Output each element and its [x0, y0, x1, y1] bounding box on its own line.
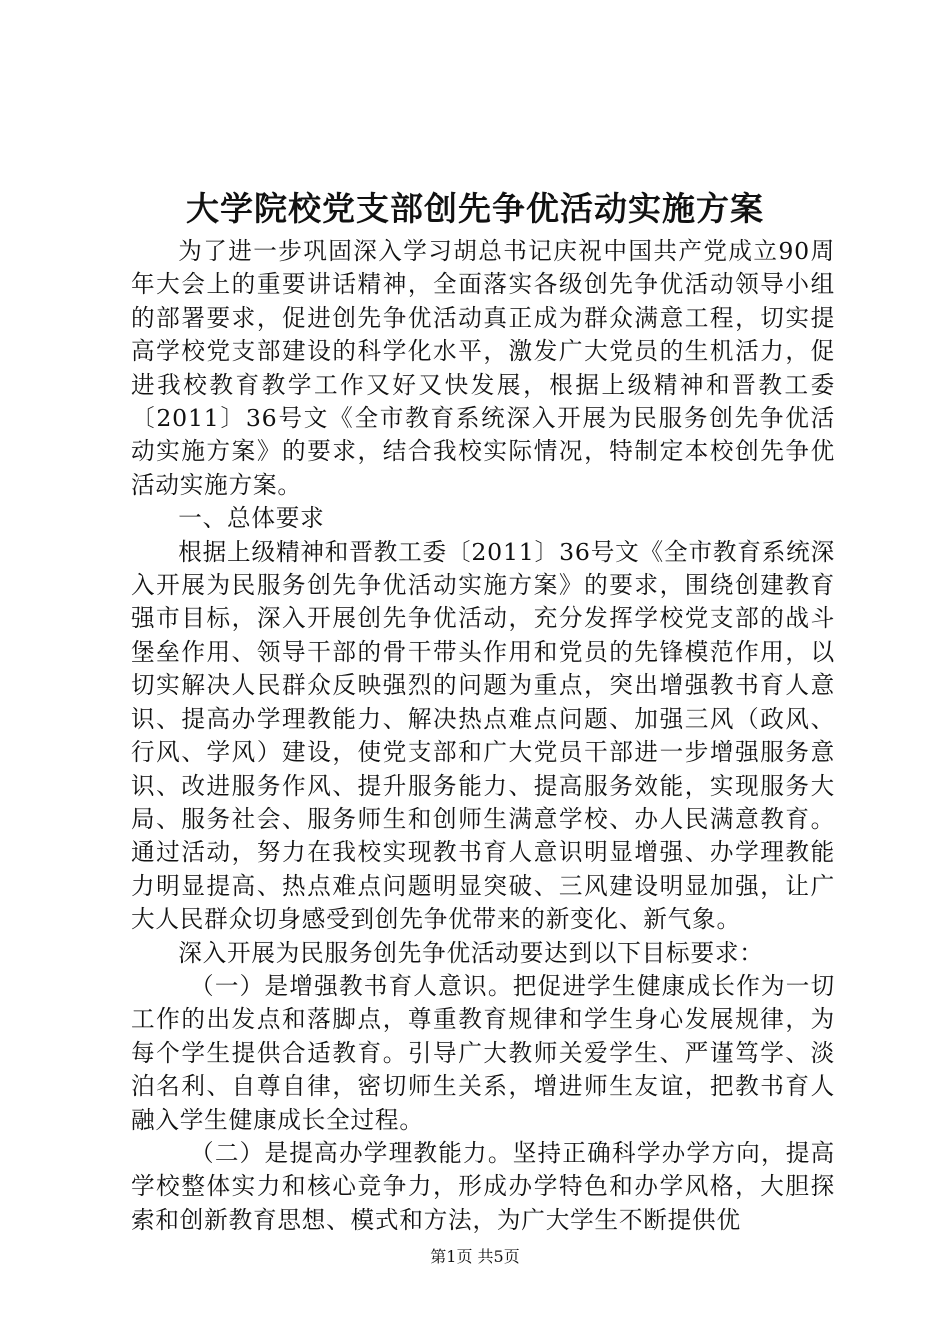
paragraph-goal-2: （二）是提高办学理教能力。坚持正确科学办学方向，提高学校整体实力和核心竞争力，形成办学特色和办学风格，大胆探索和创新教育思想、模式和方法，为广大学生不断提供优 — [131, 1138, 835, 1234]
paragraph-general-requirements: 根据上级精神和晋教工委〔2011〕36号文《全市教育系统深入开展为民服务创先争优活动实施方案》的要求，围绕创建教育强市目标，深入开展创先争优活动，充分发挥学校党支部的战斗堡垒作用、领导干部的骨干带头作用和党员的先锋模范作用，以切实解决人民群众反映强烈的问题为重点，突出增强教书育人意识、提高办学理教能力、解决热点难点问题、加强三风（政风、行风、学风）建设，使党支部和广大党员干部进一步增强服务意识、改进服务作风、提升服务能力、提高服务效能，实现服务大局、服务社会、服务师生和创师生满意学校、办人民满意教育。通过活动，努力在我校实现教书育人意识明显增强、办学理教能力明显提高、热点难点问题明显突破、三风建设明显加强，让广大人民群众切身感受到创先争优带来的新变化、新气象。 — [131, 537, 835, 934]
document-body — [131, 235, 835, 1237]
paragraph-intro: 为了进一步巩固深入学习胡总书记庆祝中国共产党成立90周年大会上的重要讲话精神，全面落实各级创先争优活动领导小组的部署要求，促进创先争优活动真正成为群众满意工程，切实提高学校党支部建设的科学化水平，激发广大党员的生机活力，促进我校教育教学工作又好又快发展，根据上级精神和晋教工委〔2011〕36号文《全市教育系统深入开展为民服务创先争优活动实施方案》的要求，结合我校实际情况，特制定本校创先争优活动实施方案。 — [131, 237, 835, 499]
document-title: 大学院校党支部创先争优活动实施方案 — [186, 189, 764, 228]
section-heading-general-requirements: 一、总体要求 — [178, 504, 325, 533]
paragraph-goal-1: （一）是增强教书育人意识。把促进学生健康成长作为一切工作的出发点和落脚点，尊重教育规律和学生身心发展规律，为每个学生提供合适教育。引导广大教师关爱学生、严谨笃学、淡泊名利、自尊自律，密切师生关系，增进师生友谊，把教书育人融入学生健康成长全过程。 — [131, 971, 835, 1134]
page-footer: 第1页 共5页 — [430, 1247, 520, 1266]
paragraph-goals-intro: 深入开展为民服务创先争优活动要达到以下目标要求： — [178, 938, 764, 967]
